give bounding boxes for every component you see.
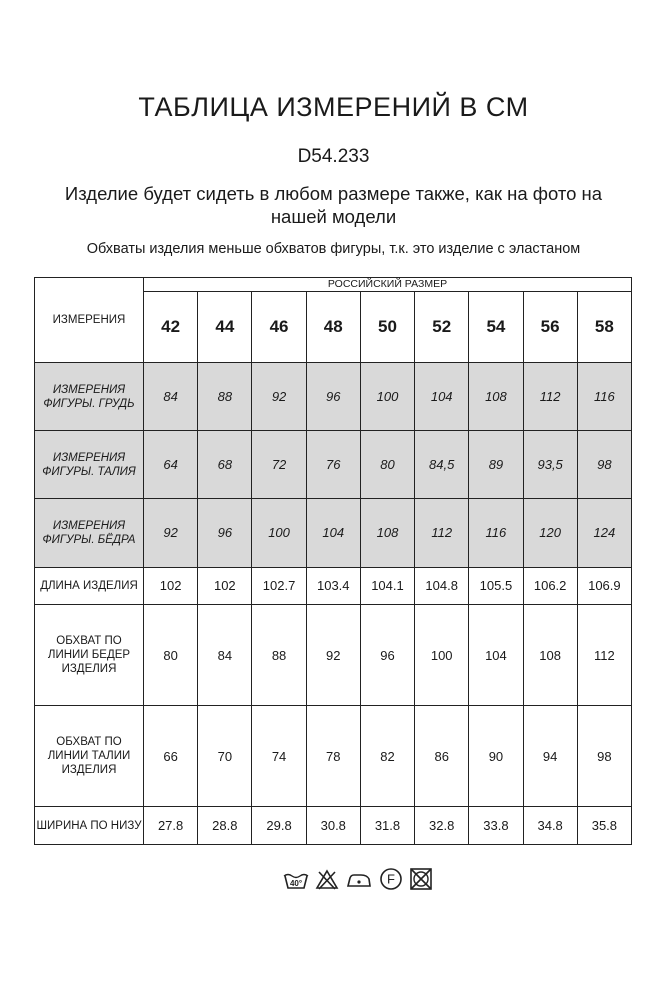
table-cell: 103.4 [306,567,360,605]
dry-clean-letter: F [387,871,395,887]
table-cell: 116 [469,499,523,567]
row-label: ОБХВАТ ПО ЛИНИИ ТАЛИИ ИЗДЕЛИЯ [35,706,144,807]
size-header: 52 [415,292,469,363]
table-cell: 120 [523,499,577,567]
table-cell: 30.8 [306,807,360,845]
table-cell: 74 [252,706,306,807]
no-bleach-icon [315,867,339,891]
table-cell: 98 [577,431,631,499]
measurements-header: ИЗМЕРЕНИЯ [35,278,144,363]
iron-low-icon [345,867,373,891]
table-cell: 112 [523,363,577,431]
table-cell: 32.8 [415,807,469,845]
table-cell: 72 [252,431,306,499]
row-label: ШИРИНА ПО НИЗУ [35,807,144,845]
row-label: ДЛИНА ИЗДЕЛИЯ [35,567,144,605]
product-code: D54.233 [297,146,370,167]
table-row [35,431,632,499]
table-cell: 102.7 [252,567,306,605]
size-header: 48 [306,292,360,363]
fit-note: Изделие будет сидеть в любом размере также, как на фото на нашей модели [64,183,603,227]
row-label: ИЗМЕРЕНИЯ ФИГУРЫ. ГРУДЬ [35,363,144,431]
table-cell: 80 [360,431,414,499]
table-cell: 104 [415,363,469,431]
table-row [35,807,632,845]
table-cell: 28.8 [198,807,252,845]
table-cell: 105.5 [469,567,523,605]
table-cell: 78 [306,706,360,807]
care-icons [283,865,433,893]
table-row [35,499,632,567]
table-cell: 96 [198,499,252,567]
table-cell: 92 [306,605,360,706]
table-cell: 88 [198,363,252,431]
table-cell: 27.8 [144,807,198,845]
table-row [35,363,632,431]
table-cell: 66 [144,706,198,807]
table-cell: 92 [144,499,198,567]
table-cell: 124 [577,499,631,567]
table-cell: 108 [360,499,414,567]
table-cell: 31.8 [360,807,414,845]
table-cell: 104.8 [415,567,469,605]
table-cell: 80 [144,605,198,706]
size-header: 42 [144,292,198,363]
table-cell: 68 [198,431,252,499]
table-cell: 102 [198,567,252,605]
table-cell: 108 [523,605,577,706]
table-cell: 86 [415,706,469,807]
row-label: ОБХВАТ ПО ЛИНИИ БЕДЕР ИЗДЕЛИЯ [35,605,144,706]
table-cell: 100 [252,499,306,567]
table-cell: 94 [523,706,577,807]
table-cell: 102 [144,567,198,605]
elastane-note: Обхваты изделия меньше обхватов фигуры, т.к. это изделие с эластаном [86,241,581,257]
table-cell: 116 [577,363,631,431]
table-cell: 90 [469,706,523,807]
size-header: 50 [360,292,414,363]
table-cell: 33.8 [469,807,523,845]
table-cell: 70 [198,706,252,807]
wash-40-icon [283,867,309,891]
table-cell: 82 [360,706,414,807]
table-cell: 104.1 [360,567,414,605]
size-header: 58 [577,292,631,363]
table-cell: 108 [469,363,523,431]
table-cell: 98 [577,706,631,807]
page-title: ТАБЛИЦА ИЗМЕРЕНИЙ В СМ [138,92,529,122]
wash-temperature: 40° [289,879,303,888]
size-header: 44 [198,292,252,363]
table-row [35,605,632,706]
table-cell: 104 [306,499,360,567]
table-cell: 106.2 [523,567,577,605]
size-header: 54 [469,292,523,363]
russian-size-header: РОССИЙСКИЙ РАЗМЕР [144,278,632,292]
no-tumble-dry-icon [409,867,433,891]
table-cell: 34.8 [523,807,577,845]
table-cell: 64 [144,431,198,499]
table-cell: 84,5 [415,431,469,499]
table-cell: 96 [360,605,414,706]
table-cell: 112 [415,499,469,567]
table-cell: 100 [415,605,469,706]
table-cell: 84 [198,605,252,706]
table-cell: 96 [306,363,360,431]
table-cell: 88 [252,605,306,706]
size-header: 46 [252,292,306,363]
table-row [35,567,632,605]
table-cell: 29.8 [252,807,306,845]
table-cell: 76 [306,431,360,499]
row-label: ИЗМЕРЕНИЯ ФИГУРЫ. ТАЛИЯ [35,431,144,499]
size-header: 56 [523,292,577,363]
table-cell: 92 [252,363,306,431]
table-cell: 35.8 [577,807,631,845]
table-cell: 104 [469,605,523,706]
table-cell: 106.9 [577,567,631,605]
table-cell: 89 [469,431,523,499]
size-table [34,277,632,845]
table-cell: 112 [577,605,631,706]
table-cell: 93,5 [523,431,577,499]
dry-clean-f-icon [379,867,403,891]
table-cell: 100 [360,363,414,431]
header-row [35,278,632,292]
table-row [35,706,632,807]
row-label: ИЗМЕРЕНИЯ ФИГУРЫ. БЁДРА [35,499,144,567]
table-cell: 84 [144,363,198,431]
